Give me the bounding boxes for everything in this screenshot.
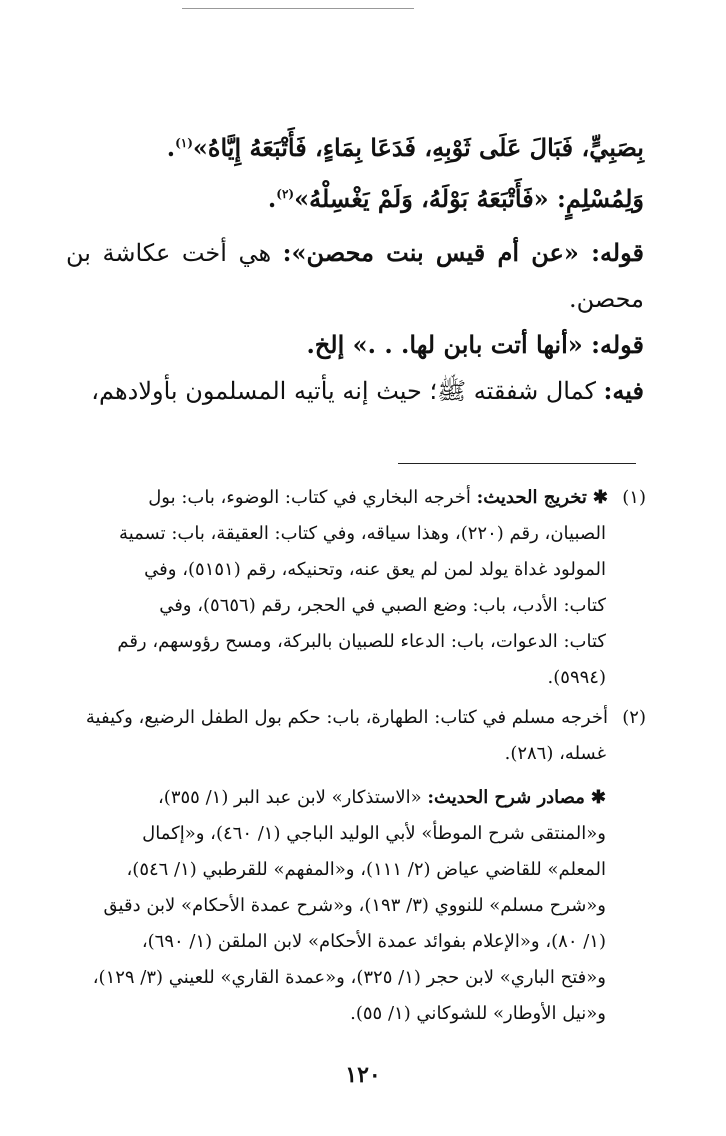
sources-block xyxy=(66,780,646,1032)
footnote-2-line-1 xyxy=(66,700,646,736)
sources-line-7: و«نيل الأوطار» للشوكاني (١/ ٥٥). xyxy=(350,1003,606,1024)
sources-line-1 xyxy=(66,780,606,816)
footnote-1-line-2: الصبيان، رقم (٢٢٠)، وهذا سياقه، وفي كتاب: العقيقة، باب: تسمية xyxy=(119,523,606,544)
para-5-text: كمال شفقته ﷺ؛ حيث إنه يأتيه المسلمون بأولادهم، xyxy=(91,377,596,405)
footnote-1-line-3: المولود غداة يولد لمن لم يعق عنه، وتحنيكه، رقم (٥١٥١)، وفي xyxy=(144,559,606,580)
footnote-1-line-1 xyxy=(66,480,646,516)
footnote-ref-2: (٢) xyxy=(276,187,295,201)
sources-line-3: المعلم» للقاضي عياض (٢/ ١١١)، و«المفهم» للقرطبي (١/ ٥٤٦)، xyxy=(126,859,606,880)
star-icon: ✱ xyxy=(590,787,606,808)
footnote-2-number: (٢) xyxy=(622,707,646,728)
para-5 xyxy=(66,368,644,414)
footnote-ref-1: (١) xyxy=(175,136,193,150)
para-3-line-2: محصن. xyxy=(568,285,644,313)
para-3-text: هي أخت عكاشة بن xyxy=(66,239,272,267)
sources-line-5: (١/ ٨٠)، و«الإعلام بفوائد عمدة الأحكام» لابن الملقن (١/ ٦٩٠)، xyxy=(141,931,606,952)
footnote-1-line-6: (٥٩٩٤). xyxy=(547,667,606,688)
sources-line-6: و«فتح الباري» لابن حجر (١/ ٣٢٥)، و«عمدة القاري» للعيني (٣/ ١٢٩)، xyxy=(92,967,606,988)
para-4: قوله: «أنها أتت بابن لها. . .» إلخ. xyxy=(306,330,644,359)
footnote-1-line-5: كتاب: الدعوات، باب: الدعاء للصبيان بالبركة، ومسح رؤوسهم، رقم xyxy=(117,631,606,652)
main-text xyxy=(66,120,644,414)
para-3-label: قوله: «عن أم قيس بنت محصن»: xyxy=(282,238,644,267)
main-line-1-end: . xyxy=(166,133,176,162)
para-5-label: فيه: xyxy=(603,376,644,405)
top-rule xyxy=(182,8,414,9)
sources-line-4: و«شرح مسلم» للنووي (٣/ ١٩٣)، و«شرح عمدة الأحكام» لابن دقيق xyxy=(103,895,606,916)
sources-line-2: و«المنتقى شرح الموطأ» لأبي الوليد الباجي (١/ ٤٦٠)، و«إكمال xyxy=(142,823,606,844)
footnote-separator xyxy=(398,463,636,464)
star-icon: ✱ xyxy=(592,487,608,508)
footnote-1-label: تخريج الحديث: xyxy=(476,487,587,508)
main-line-1-text: بِصَبِيٍّ، فَبَالَ عَلَى ثَوْبِهِ، فَدَعَا بِمَاءٍ، فَأَتْبَعَهُ إِيَّاهُ» xyxy=(192,133,644,162)
main-line-1 xyxy=(66,120,644,171)
footnote-1-number: (١) xyxy=(622,487,646,508)
page-number: ١٢٠ xyxy=(345,1062,381,1088)
footnotes xyxy=(66,480,646,1032)
footnote-1-line-4: كتاب: الأدب، باب: وضع الصبي في الحجر، رقم (٥٦٥٦)، وفي xyxy=(159,595,606,616)
footnote-1-text: أخرجه البخاري في كتاب: الوضوء، باب: بول xyxy=(148,487,471,508)
footnote-2-line-2: غسله، (٢٨٦). xyxy=(504,743,606,764)
sources-label: مصادر شرح الحديث: xyxy=(427,787,585,808)
para-3-line-1 xyxy=(66,230,644,276)
main-line-2-text: وَلِمُسْلِمٍ: «فَأَتْبَعَهُ بَوْلَهُ، وَلَمْ يَغْسِلْهُ» xyxy=(294,184,644,213)
sources-text-1: «الاستذكار» لابن عبد البر (١/ ٣٥٥)، xyxy=(157,787,422,808)
main-line-2-end: . xyxy=(267,184,277,213)
main-line-2 xyxy=(66,171,644,222)
footnote-2-text: أخرجه مسلم في كتاب: الطهارة، باب: حكم بول الطفل الرضيع، وكيفية xyxy=(85,707,608,728)
